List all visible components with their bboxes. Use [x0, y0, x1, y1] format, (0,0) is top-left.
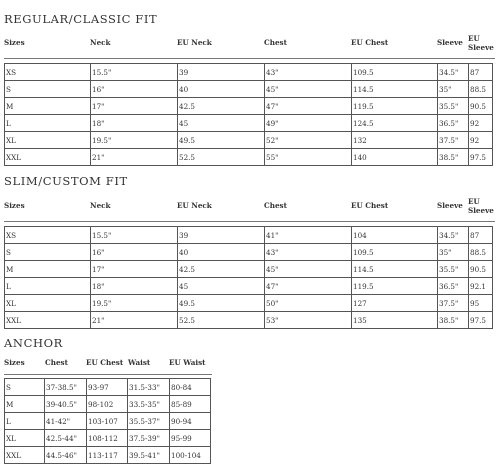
table-cell: 52.5	[178, 149, 265, 166]
header-sizes: Sizes	[4, 201, 25, 210]
table-cell: 135	[352, 312, 438, 329]
table-row	[5, 396, 211, 413]
table-cell: 35"	[438, 244, 469, 261]
table-cell: 16"	[91, 244, 178, 261]
table-cell: 92.1	[469, 278, 493, 295]
table-cell: 98-102	[87, 396, 128, 413]
table-cell: L	[5, 115, 91, 132]
table-cell: 37.5-39"	[128, 430, 170, 447]
table-cell: 39	[178, 227, 265, 244]
table-cell: 16"	[91, 81, 178, 98]
table-cell: 35.5-37"	[128, 413, 170, 430]
table-row	[5, 132, 493, 149]
header-sizes: Sizes	[4, 38, 25, 47]
table-row	[5, 413, 211, 430]
table-row	[5, 149, 493, 166]
table-cell: S	[5, 379, 45, 396]
table-cell: XXL	[5, 312, 91, 329]
size-table-anchor	[4, 378, 211, 464]
table-cell: 15.5"	[91, 64, 178, 81]
section-title-anchor: ANCHOR	[4, 336, 63, 350]
table-cell: 18"	[91, 278, 178, 295]
table-cell: 55"	[265, 149, 352, 166]
table-cell: XL	[5, 295, 91, 312]
table-cell: 95-99	[170, 430, 211, 447]
section-title-regular: REGULAR/CLASSIC FIT	[4, 12, 158, 26]
table-cell: 21"	[91, 312, 178, 329]
table-cell: 18"	[91, 115, 178, 132]
table-cell: 97.5	[469, 149, 493, 166]
table-row	[5, 312, 493, 329]
table-cell: 108-112	[87, 430, 128, 447]
header-sizes: Sizes	[4, 358, 25, 367]
table-cell: 41"	[265, 227, 352, 244]
table-cell: 34.5"	[438, 227, 469, 244]
table-cell: 35"	[438, 81, 469, 98]
table-cell: 50"	[265, 295, 352, 312]
header-sleeve: Sleeve	[437, 201, 463, 210]
table-cell: 35.5"	[438, 261, 469, 278]
header-eu-sleeve: EU Sleeve	[468, 197, 494, 215]
header-eu-chest: EU Chest	[351, 201, 389, 210]
table-cell: 124.5	[352, 115, 438, 132]
header-neck: Neck	[90, 201, 111, 210]
header-divider	[4, 374, 212, 375]
table-cell: 36.5"	[438, 278, 469, 295]
table-cell: 37.5"	[438, 132, 469, 149]
table-row	[5, 244, 493, 261]
table-cell: M	[5, 261, 91, 278]
table-row	[5, 295, 493, 312]
table-cell: 104	[352, 227, 438, 244]
table-cell: 21"	[91, 149, 178, 166]
table-cell: 31.5-33"	[128, 379, 170, 396]
table-cell: 17"	[91, 98, 178, 115]
table-cell: 90.5	[469, 261, 493, 278]
table-cell: 88.5	[469, 244, 493, 261]
header-divider	[4, 58, 495, 59]
table-cell: 38.5"	[438, 312, 469, 329]
table-cell: 47"	[265, 98, 352, 115]
table-cell: 39.5-41"	[128, 447, 170, 464]
table-row	[5, 430, 211, 447]
table-cell: 43"	[265, 64, 352, 81]
table-cell: 95	[469, 295, 493, 312]
table-cell: XL	[5, 430, 45, 447]
table-cell: XL	[5, 132, 91, 149]
table-cell: 92	[469, 115, 493, 132]
table-cell: 36.5"	[438, 115, 469, 132]
table-cell: 97.5	[469, 312, 493, 329]
table-cell: XXL	[5, 447, 45, 464]
table-cell: 109.5	[352, 64, 438, 81]
size-table-regular	[4, 63, 493, 166]
header-chest: Chest	[45, 358, 68, 367]
table-cell: 42.5	[178, 261, 265, 278]
table-cell: L	[5, 278, 91, 295]
size-table-slim	[4, 226, 493, 329]
table-row	[5, 278, 493, 295]
table-cell: S	[5, 244, 91, 261]
table-cell: 19.5"	[91, 295, 178, 312]
header-sleeve: Sleeve	[437, 38, 463, 47]
table-cell: 53"	[265, 312, 352, 329]
table-row	[5, 98, 493, 115]
table-cell: 90.5	[469, 98, 493, 115]
table-cell: 45"	[265, 81, 352, 98]
table-cell: M	[5, 396, 45, 413]
header-eu-neck: EU Neck	[177, 38, 212, 47]
table-cell: 44.5-46"	[45, 447, 87, 464]
table-cell: 90-94	[170, 413, 211, 430]
table-cell: 88.5	[469, 81, 493, 98]
table-cell: M	[5, 98, 91, 115]
table-cell: 49.5	[178, 132, 265, 149]
header-eu-sleeve: EU Sleeve	[468, 34, 494, 52]
table-cell: 42.5	[178, 98, 265, 115]
table-row	[5, 379, 211, 396]
table-cell: 39-40.5"	[45, 396, 87, 413]
table-cell: 92	[469, 132, 493, 149]
table-cell: 87	[469, 64, 493, 81]
table-cell: 17"	[91, 261, 178, 278]
table-cell: 34.5"	[438, 64, 469, 81]
table-cell: 87	[469, 227, 493, 244]
table-cell: XXL	[5, 149, 91, 166]
header-eu-chest: EU Chest	[351, 38, 389, 47]
table-cell: 132	[352, 132, 438, 149]
table-cell: 43"	[265, 244, 352, 261]
table-cell: 45	[178, 115, 265, 132]
table-cell: 45	[178, 278, 265, 295]
table-cell: 49"	[265, 115, 352, 132]
table-cell: 38.5"	[438, 149, 469, 166]
header-eu-waist: EU Waist	[169, 358, 206, 367]
table-cell: 119.5	[352, 98, 438, 115]
header-neck: Neck	[90, 38, 111, 47]
header-chest: Chest	[264, 201, 287, 210]
header-eu-chest: EU Chest	[86, 358, 124, 367]
table-row	[5, 115, 493, 132]
table-cell: 119.5	[352, 278, 438, 295]
table-cell: 42.5-44"	[45, 430, 87, 447]
table-cell: 52"	[265, 132, 352, 149]
table-cell: 80-84	[170, 379, 211, 396]
header-eu-neck: EU Neck	[177, 201, 212, 210]
table-cell: 85-89	[170, 396, 211, 413]
table-cell: 103-107	[87, 413, 128, 430]
section-title-slim: SLIM/CUSTOM FIT	[4, 174, 128, 188]
table-cell: 140	[352, 149, 438, 166]
header-waist: Waist	[128, 358, 151, 367]
table-cell: 93-97	[87, 379, 128, 396]
table-cell: 100-104	[170, 447, 211, 464]
table-cell: 113-117	[87, 447, 128, 464]
table-cell: 40	[178, 244, 265, 261]
table-cell: XS	[5, 64, 91, 81]
table-cell: 15.5"	[91, 227, 178, 244]
table-cell: L	[5, 413, 45, 430]
table-cell: 47"	[265, 278, 352, 295]
table-cell: 127	[352, 295, 438, 312]
table-cell: S	[5, 81, 91, 98]
table-cell: 40	[178, 81, 265, 98]
table-cell: 37.5"	[438, 295, 469, 312]
table-cell: 35.5"	[438, 98, 469, 115]
table-cell: 41-42"	[45, 413, 87, 430]
table-cell: 45"	[265, 261, 352, 278]
header-chest: Chest	[264, 38, 287, 47]
table-cell: XS	[5, 227, 91, 244]
table-cell: 33.5-35"	[128, 396, 170, 413]
table-cell: 19.5"	[91, 132, 178, 149]
table-row	[5, 261, 493, 278]
table-cell: 37-38.5"	[45, 379, 87, 396]
table-row	[5, 227, 493, 244]
table-cell: 114.5	[352, 261, 438, 278]
table-row	[5, 64, 493, 81]
table-row	[5, 447, 211, 464]
table-cell: 114.5	[352, 81, 438, 98]
table-cell: 109.5	[352, 244, 438, 261]
table-cell: 39	[178, 64, 265, 81]
table-row	[5, 81, 493, 98]
table-cell: 49.5	[178, 295, 265, 312]
table-cell: 52.5	[178, 312, 265, 329]
header-divider	[4, 221, 495, 222]
